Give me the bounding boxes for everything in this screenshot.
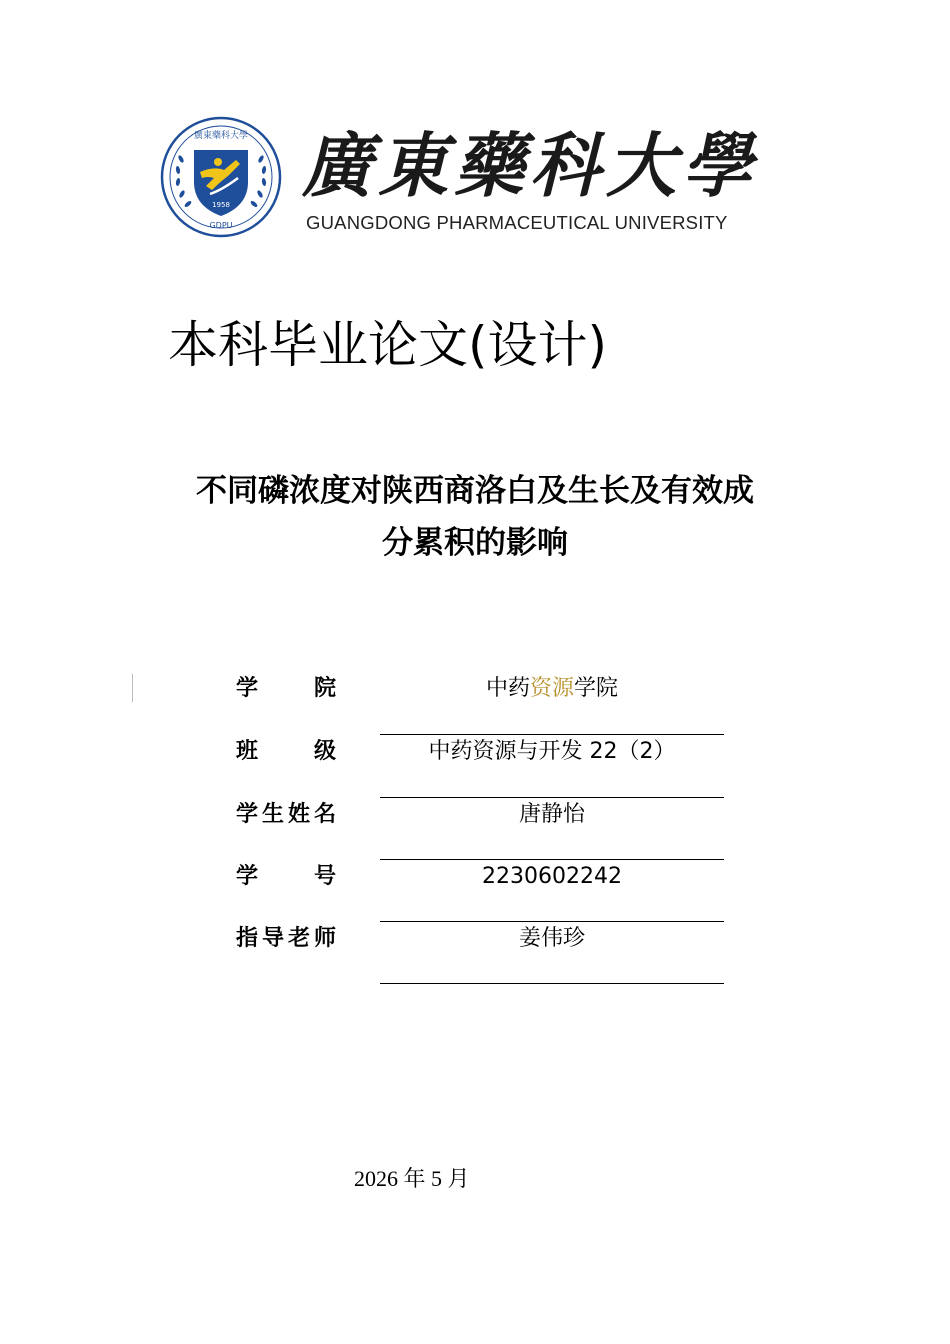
thesis-title-line-2: 分累积的影响 [382, 525, 568, 561]
seal-abbr: GDPU [209, 221, 233, 230]
class-label: 班 级 [236, 739, 336, 764]
class-value: 中药资源与开发 22（2） [428, 739, 676, 764]
margin-mark [132, 674, 133, 702]
university-name-cn: 廣東藥科大學 [302, 124, 758, 207]
student-name-label: 学生姓名 [236, 802, 336, 827]
student-id-underline [380, 921, 724, 922]
document-type-heading: 本科毕业论文(设计) [168, 316, 608, 374]
advisor-label: 指导老师 [236, 926, 336, 951]
college-value [380, 674, 724, 704]
college-label: 学 院 [236, 676, 336, 701]
thesis-title [100, 466, 850, 570]
student-name-underline [380, 859, 724, 860]
submission-date: 2026 年 5 月 [354, 1166, 470, 1191]
advisor-value: 姜伟珍 [518, 926, 585, 951]
college-value-prefix: 中药 [485, 676, 530, 701]
university-logo [160, 116, 760, 238]
student-id-label: 学 号 [236, 864, 336, 889]
advisor-underline [380, 983, 724, 984]
college-value-highlight: 资源 [529, 676, 574, 701]
class-underline [380, 797, 724, 798]
college-underline [380, 734, 724, 735]
university-seal-icon [160, 116, 282, 238]
university-name-en: GUANGDONG PHARMACEUTICAL UNIVERSITY [306, 212, 728, 233]
seal-text: 廣東藥科大學 [193, 131, 249, 141]
student-id-value: 2230602242 [482, 864, 622, 889]
seal-year: 1958 [212, 201, 230, 209]
student-name-value: 唐静怡 [518, 802, 585, 827]
college-value-suffix: 学院 [574, 676, 619, 701]
thesis-title-line-1: 不同磷浓度对陕西商洛白及生长及有效成 [196, 473, 754, 509]
